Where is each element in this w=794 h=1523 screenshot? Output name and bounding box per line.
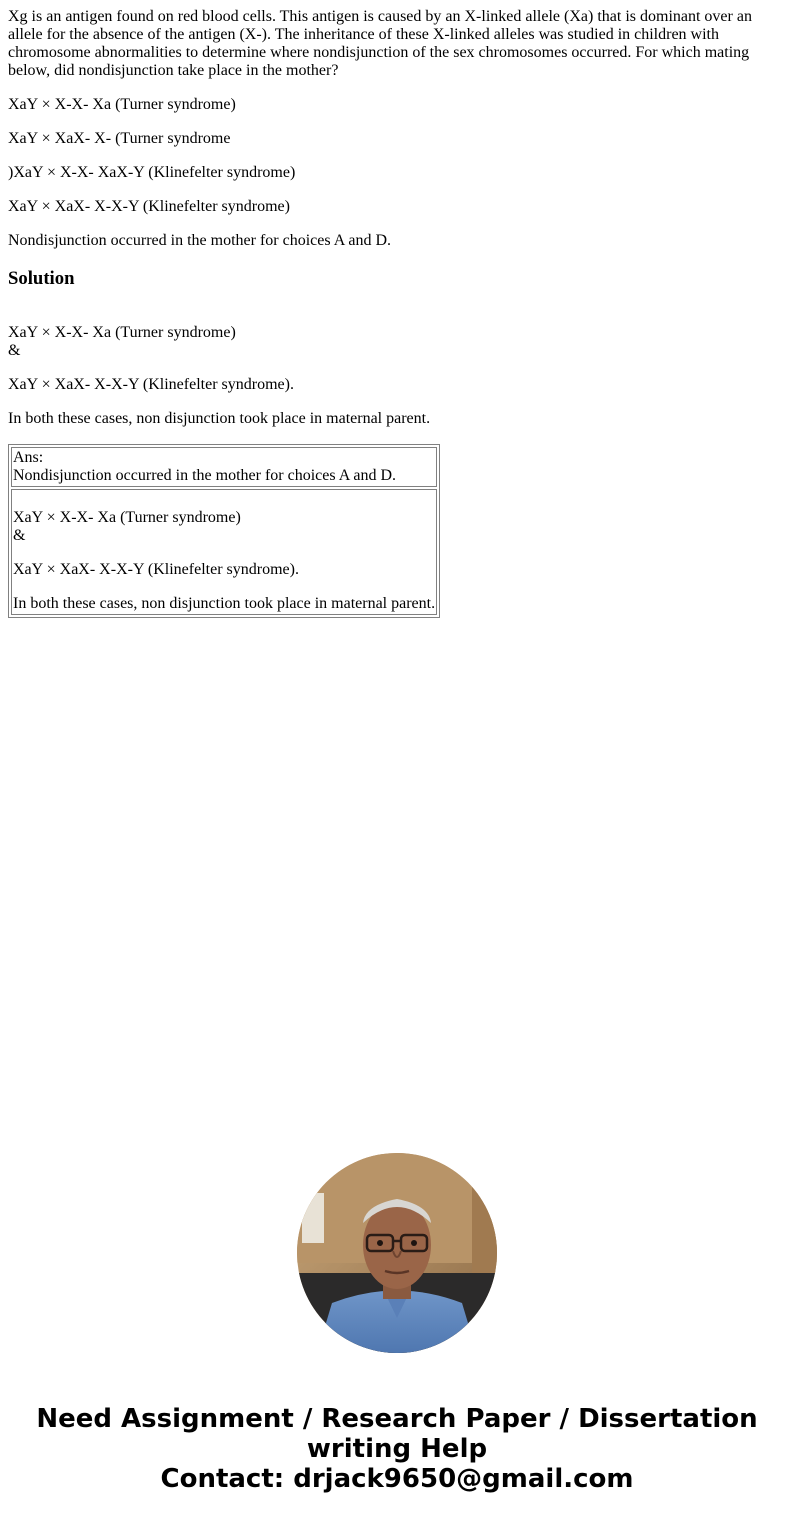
footer-banner — [0, 1404, 794, 1494]
answer-line: Nondisjunction occurred in the mother for choices A and D. — [8, 232, 392, 249]
solution-body — [8, 324, 778, 428]
ans-text: Nondisjunction occurred in the mother for choices A and D. — [13, 467, 397, 484]
table-line-2: XaY × XaX- X-X-Y (Klinefelter syndrome). — [13, 561, 299, 578]
footer-line-1: Need Assignment / Research Paper / Dissertation — [36, 1404, 758, 1434]
ans-label: Ans: — [13, 449, 44, 466]
solution-heading: Solution — [8, 268, 75, 289]
option-c: )XaY × X-X- XaX-Y (Klinefelter syndrome) — [8, 164, 296, 181]
solution-line-1: XaY × X-X- Xa (Turner syndrome) — [8, 324, 236, 341]
solution-conclusion: In both these cases, non disjunction took place in maternal parent. — [8, 410, 431, 427]
footer-contact: Contact: drjack9650@gmail.com — [160, 1464, 634, 1494]
table-row — [11, 447, 437, 487]
table-row — [11, 489, 437, 615]
table-line-1: XaY × X-X- Xa (Turner syndrome) — [13, 509, 241, 526]
explanation-cell — [11, 489, 437, 615]
table-ampersand: & — [13, 527, 26, 544]
answer-cell — [11, 447, 437, 487]
footer-line-2: writing Help — [306, 1434, 488, 1464]
solution-ampersand: & — [8, 342, 21, 359]
avatar — [297, 1153, 497, 1353]
solution-line-2: XaY × XaX- X-X-Y (Klinefelter syndrome). — [8, 376, 294, 393]
option-a: XaY × X-X- Xa (Turner syndrome) — [8, 96, 236, 113]
question-text: Xg is an antigen found on red blood cells. This antigen is caused by an X-linked allele (Xa) that is dominant over an allele for the absence of the antigen (X-). The inheritance of these X-linked alleles was studied in children with chromosome abnormalities to determine where nondisjunction of the sex chromosomes occurred. For which mating below, did nondisjunction take place in the mother? — [8, 8, 752, 79]
option-d: XaY × XaX- X-X-Y (Klinefelter syndrome) — [8, 198, 290, 215]
document-content — [8, 8, 778, 618]
avatar-photo — [297, 1153, 497, 1353]
table-conclusion: In both these cases, non disjunction took place in maternal parent. — [13, 595, 436, 612]
answer-table — [8, 444, 440, 618]
option-b: XaY × XaX- X- (Turner syndrome — [8, 130, 231, 147]
